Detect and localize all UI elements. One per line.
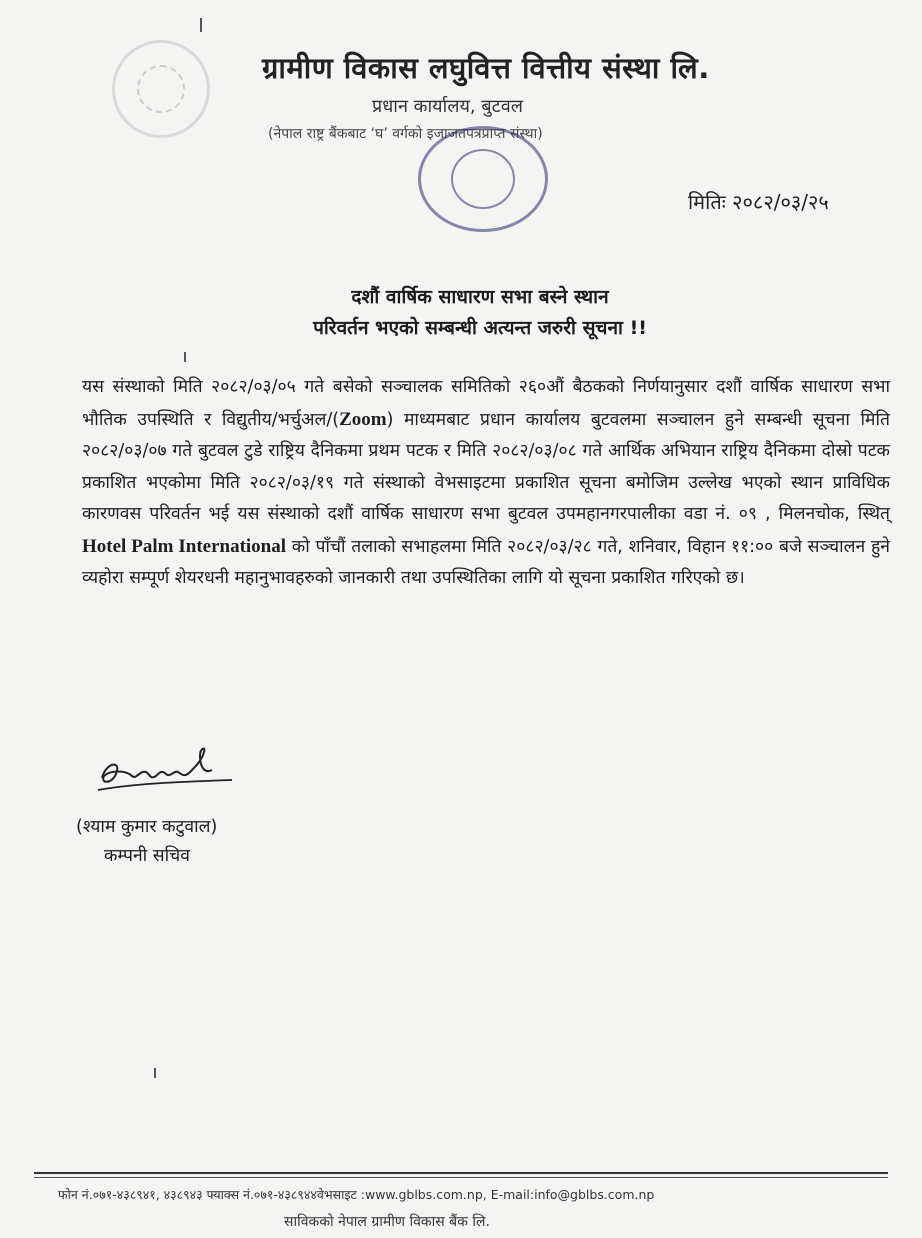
notice-date: मितिः २०८२/०३/२५ bbox=[688, 190, 829, 214]
stray-mark bbox=[200, 18, 202, 32]
signatory-title: कम्पनी सचिव bbox=[104, 846, 190, 866]
notice-subject bbox=[200, 282, 760, 344]
subject-line-1: दशौं वार्षिक साधारण सभा बस्ने स्थान bbox=[351, 286, 609, 308]
footer-divider bbox=[34, 1172, 888, 1174]
organization-logo-icon bbox=[112, 40, 210, 138]
stray-mark bbox=[154, 1068, 156, 1078]
signature-icon bbox=[92, 740, 242, 800]
licence-note: (नेपाल राष्ट्र बैंकबाट ‘घ’ वर्गको इजाजतपत्रप्राप्त संस्था) bbox=[268, 126, 543, 142]
footer-contact: फोन नं.०७१-४३८९४१, ४३८९४३ फ्याक्स नं.०७१-४३८९४४वेभसाइट :www.gblbs.com.np, E-mail:info@gblbs.com.np bbox=[58, 1187, 655, 1202]
body-hotel-name: Hotel Palm International bbox=[82, 535, 287, 557]
body-part-1: यस संस्थाको मिति २०८२/०३/०५ गते बसेको सञ्चालक समितिको २६०औं बैठकको निर्णयानुसार दशौं वार्षिक साधारण सभा भौतिक उपस्थिति र विद्युतीय/भर्चुअल/( bbox=[82, 377, 890, 430]
subject-line-2: परिवर्तन भएको सम्बन्धी अत्यन्त जरुरी सूचना !! bbox=[313, 317, 647, 339]
footer-formerly: साविकको नेपाल ग्रामीण विकास बैंक लि. bbox=[284, 1214, 490, 1230]
organization-name: ग्रामीण विकास लघुवित्त वित्तीय संस्था लि. bbox=[262, 51, 710, 85]
stray-mark bbox=[184, 352, 186, 362]
signatory-name: (श्याम कुमार कटुवाल) bbox=[76, 817, 218, 837]
official-seal-icon bbox=[418, 126, 548, 232]
body-part-3: को पाँचौं तलाको सभाहलमा मिति २०८२/०३/२८ गते, शनिवार, विहान ११:०० बजे सञ्चालन हुने व्यहोरा सम्पूर्ण शेयरधनी महानुभावहरुको जानकारी तथा उपस्थितिका लागि यो सूचना प्रकाशित गरिएको छ। bbox=[82, 536, 890, 588]
body-part-2: ) माध्यमबाट प्रधान कार्यालय बुटवलमा सञ्चालन हुने सम्बन्धी सूचना मिति २०८२/०३/०७ गते बुटवल टुडे राष्ट्रिय दैनिकमा प्रथम पटक र मिति २०८२/०३/०८ गते आर्थिक अभियान राष्ट्रिय दैनिकमा दोस्रो पटक प्रकाशित भएकोमा मिति २०८२/०३/१९ गते संस्थाको वेभसाइटमा प्रकाशित सूचना बमोजिम उल्लेख भएको स्थान प्राविधिक कारणवस परिवर्तन भई यस संस्थाको दशौं वार्षिक साधारण सभा बुटवल उपमहानगरपालीका वडा नं. ०९ , मिलनचोक, स्थित् bbox=[82, 409, 890, 524]
footer-divider bbox=[34, 1177, 888, 1178]
head-office: प्रधान कार्यालय, बुटवल bbox=[372, 96, 523, 117]
notice-body bbox=[82, 372, 890, 595]
body-zoom: Zoom bbox=[339, 408, 387, 430]
